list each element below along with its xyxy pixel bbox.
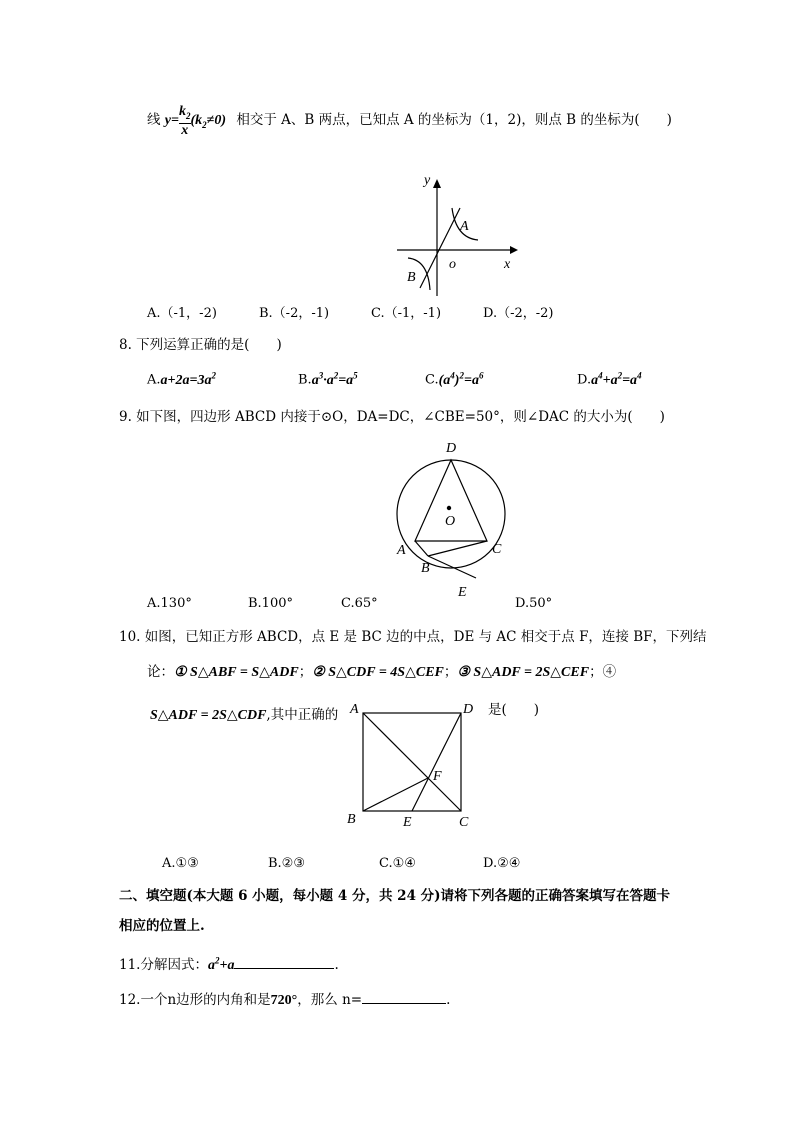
q9-figure	[388, 436, 518, 600]
q7-y-arrow	[433, 179, 441, 188]
q10-statement-4: S△ADF = 2S△CDF	[150, 708, 267, 723]
q9-label-D: D	[446, 441, 457, 456]
q12-mid: ，那么 n=	[297, 992, 363, 1008]
q9-segment-ab	[415, 541, 428, 556]
q12	[119, 988, 450, 1009]
q9-label-A: A	[397, 543, 406, 558]
q9-label-C: C	[492, 542, 502, 557]
q7-function: y= $\frac{k_2}{x}$ $(k_2\ne 0)$	[164, 104, 227, 138]
q8-option-d	[577, 370, 642, 389]
q10-label-F: F	[433, 769, 442, 784]
q10-statement-4-mark: ④	[602, 664, 617, 680]
q12-prefix: 12.一个n边形的内角和是	[119, 992, 271, 1008]
q10-line3-mid: ,其中正确的	[266, 707, 339, 723]
q9-option-b: B.100°	[248, 596, 293, 611]
q7-line	[420, 208, 460, 288]
q10-stem: 10. 如图，已知正方形 ABCD，点 E 是 BC 边的中点，DE 与 AC 相交于点 F，连接 BF，下列结	[119, 629, 707, 645]
q10-label-C: C	[459, 815, 469, 830]
q7-label-A: A	[460, 219, 469, 234]
q9-segment-bc	[428, 541, 487, 556]
section2-heading-line2: 相应的位置上.	[119, 918, 205, 934]
q7-label-y: y	[424, 173, 431, 188]
q7-option-d: D.（-2，-2)	[483, 306, 554, 321]
q8-option-b-expr: $a^3\cdot a^2=a^5$	[311, 370, 358, 388]
q7-label-B: B	[407, 270, 416, 285]
q10-segment-de	[412, 713, 461, 811]
q7-prefix: 线	[147, 112, 161, 129]
q10-label-E: E	[403, 815, 412, 830]
q10-option-a: A.①③	[162, 856, 199, 871]
q8-option-c-label: C.	[425, 372, 439, 388]
q10-label-D: D	[463, 702, 474, 717]
q8-option-d-expr: $a^4+a^2=a^4$	[591, 370, 642, 388]
q9-label-O: O	[445, 514, 456, 529]
q12-suffix: .	[446, 992, 451, 1008]
q10-statement-2: ② S△CDF = 4S△CEF	[312, 665, 444, 680]
q12-answer-blank[interactable]	[362, 990, 446, 1004]
q10-option-d: D.②④	[483, 856, 521, 871]
q7-option-c: C.（-1，-1)	[371, 306, 442, 321]
q7-option-b: B.（-2，-1)	[259, 306, 330, 321]
q7-suffix: 相交于 A、B 两点，已知点 A 的坐标为（1，2)，则点 B 的坐标为( )	[236, 112, 672, 129]
q11-answer-blank[interactable]	[234, 955, 334, 969]
q10-line2: 论：① S△ABF = S△ADF；② S△CDF = 4S△CEF；③ S△ADF = 2S△CEF；④	[147, 664, 617, 680]
q8-option-b-label: B.	[298, 372, 312, 388]
q9-label-E: E	[458, 585, 467, 600]
q10-option-b: B.②③	[268, 856, 305, 871]
q10-option-c: C.①④	[379, 856, 416, 871]
q10-line3	[150, 703, 338, 724]
q10-segment-bf	[363, 778, 428, 811]
q8-option-a	[147, 370, 216, 389]
q10-statement-3: ③ S△ADF = 2S△CEF	[457, 665, 590, 680]
section2-heading-line1: 二、填空题(本大题 6 小题，每小题 4 分，共 24 分)请将下列各题的正确答案填写在答题卡	[119, 888, 671, 904]
q9-stem: 9. 如下图，四边形 ABCD 内接于⊙O，DA=DC，∠CBE=50°，则∠DAC 的大小为( )	[119, 409, 665, 425]
q8-option-a-expr: $a+2a=3a^2$	[160, 370, 216, 388]
q7-label-o: o	[449, 257, 456, 272]
q11-suffix: .	[334, 957, 339, 973]
q8-option-d-label: D.	[577, 372, 592, 388]
q10-diagonal-ac	[363, 713, 461, 811]
q10-line2-prefix: 论：	[147, 664, 174, 680]
q10-statement-1: ① S△ABF = S△ADF	[174, 665, 299, 680]
q10-figure	[343, 698, 483, 832]
q10-line3-end: 是( )	[488, 702, 540, 718]
q8-stem: 8. 下列运算正确的是( )	[119, 337, 282, 353]
q11-expr: $a^2+a$	[207, 955, 235, 973]
q8-option-b	[298, 370, 358, 389]
q8-option-c	[425, 370, 483, 389]
q8-option-a-label: A.	[147, 372, 161, 388]
q7-label-x: x	[504, 257, 511, 272]
q12-value: 720°	[270, 993, 298, 1008]
q9-option-c: C.65°	[341, 596, 378, 611]
q9-option-d: D.50°	[515, 596, 553, 611]
q7-figure	[390, 168, 525, 300]
q11	[119, 953, 339, 974]
q11-prefix: 11.分解因式：	[119, 957, 208, 973]
q9-center-dot	[447, 506, 451, 510]
q10-label-B: B	[347, 812, 356, 827]
q9-segment-be	[428, 556, 476, 578]
q9-option-a: A.130°	[147, 596, 192, 611]
q7-line	[147, 105, 672, 137]
q10-label-A: A	[350, 702, 359, 717]
q8-option-c-expr: $(a^4)^2=a^6$	[438, 370, 484, 388]
q7-x-arrow	[510, 246, 518, 254]
q9-label-B: B	[421, 561, 430, 576]
q7-option-a: A.（-1，-2)	[147, 306, 217, 321]
